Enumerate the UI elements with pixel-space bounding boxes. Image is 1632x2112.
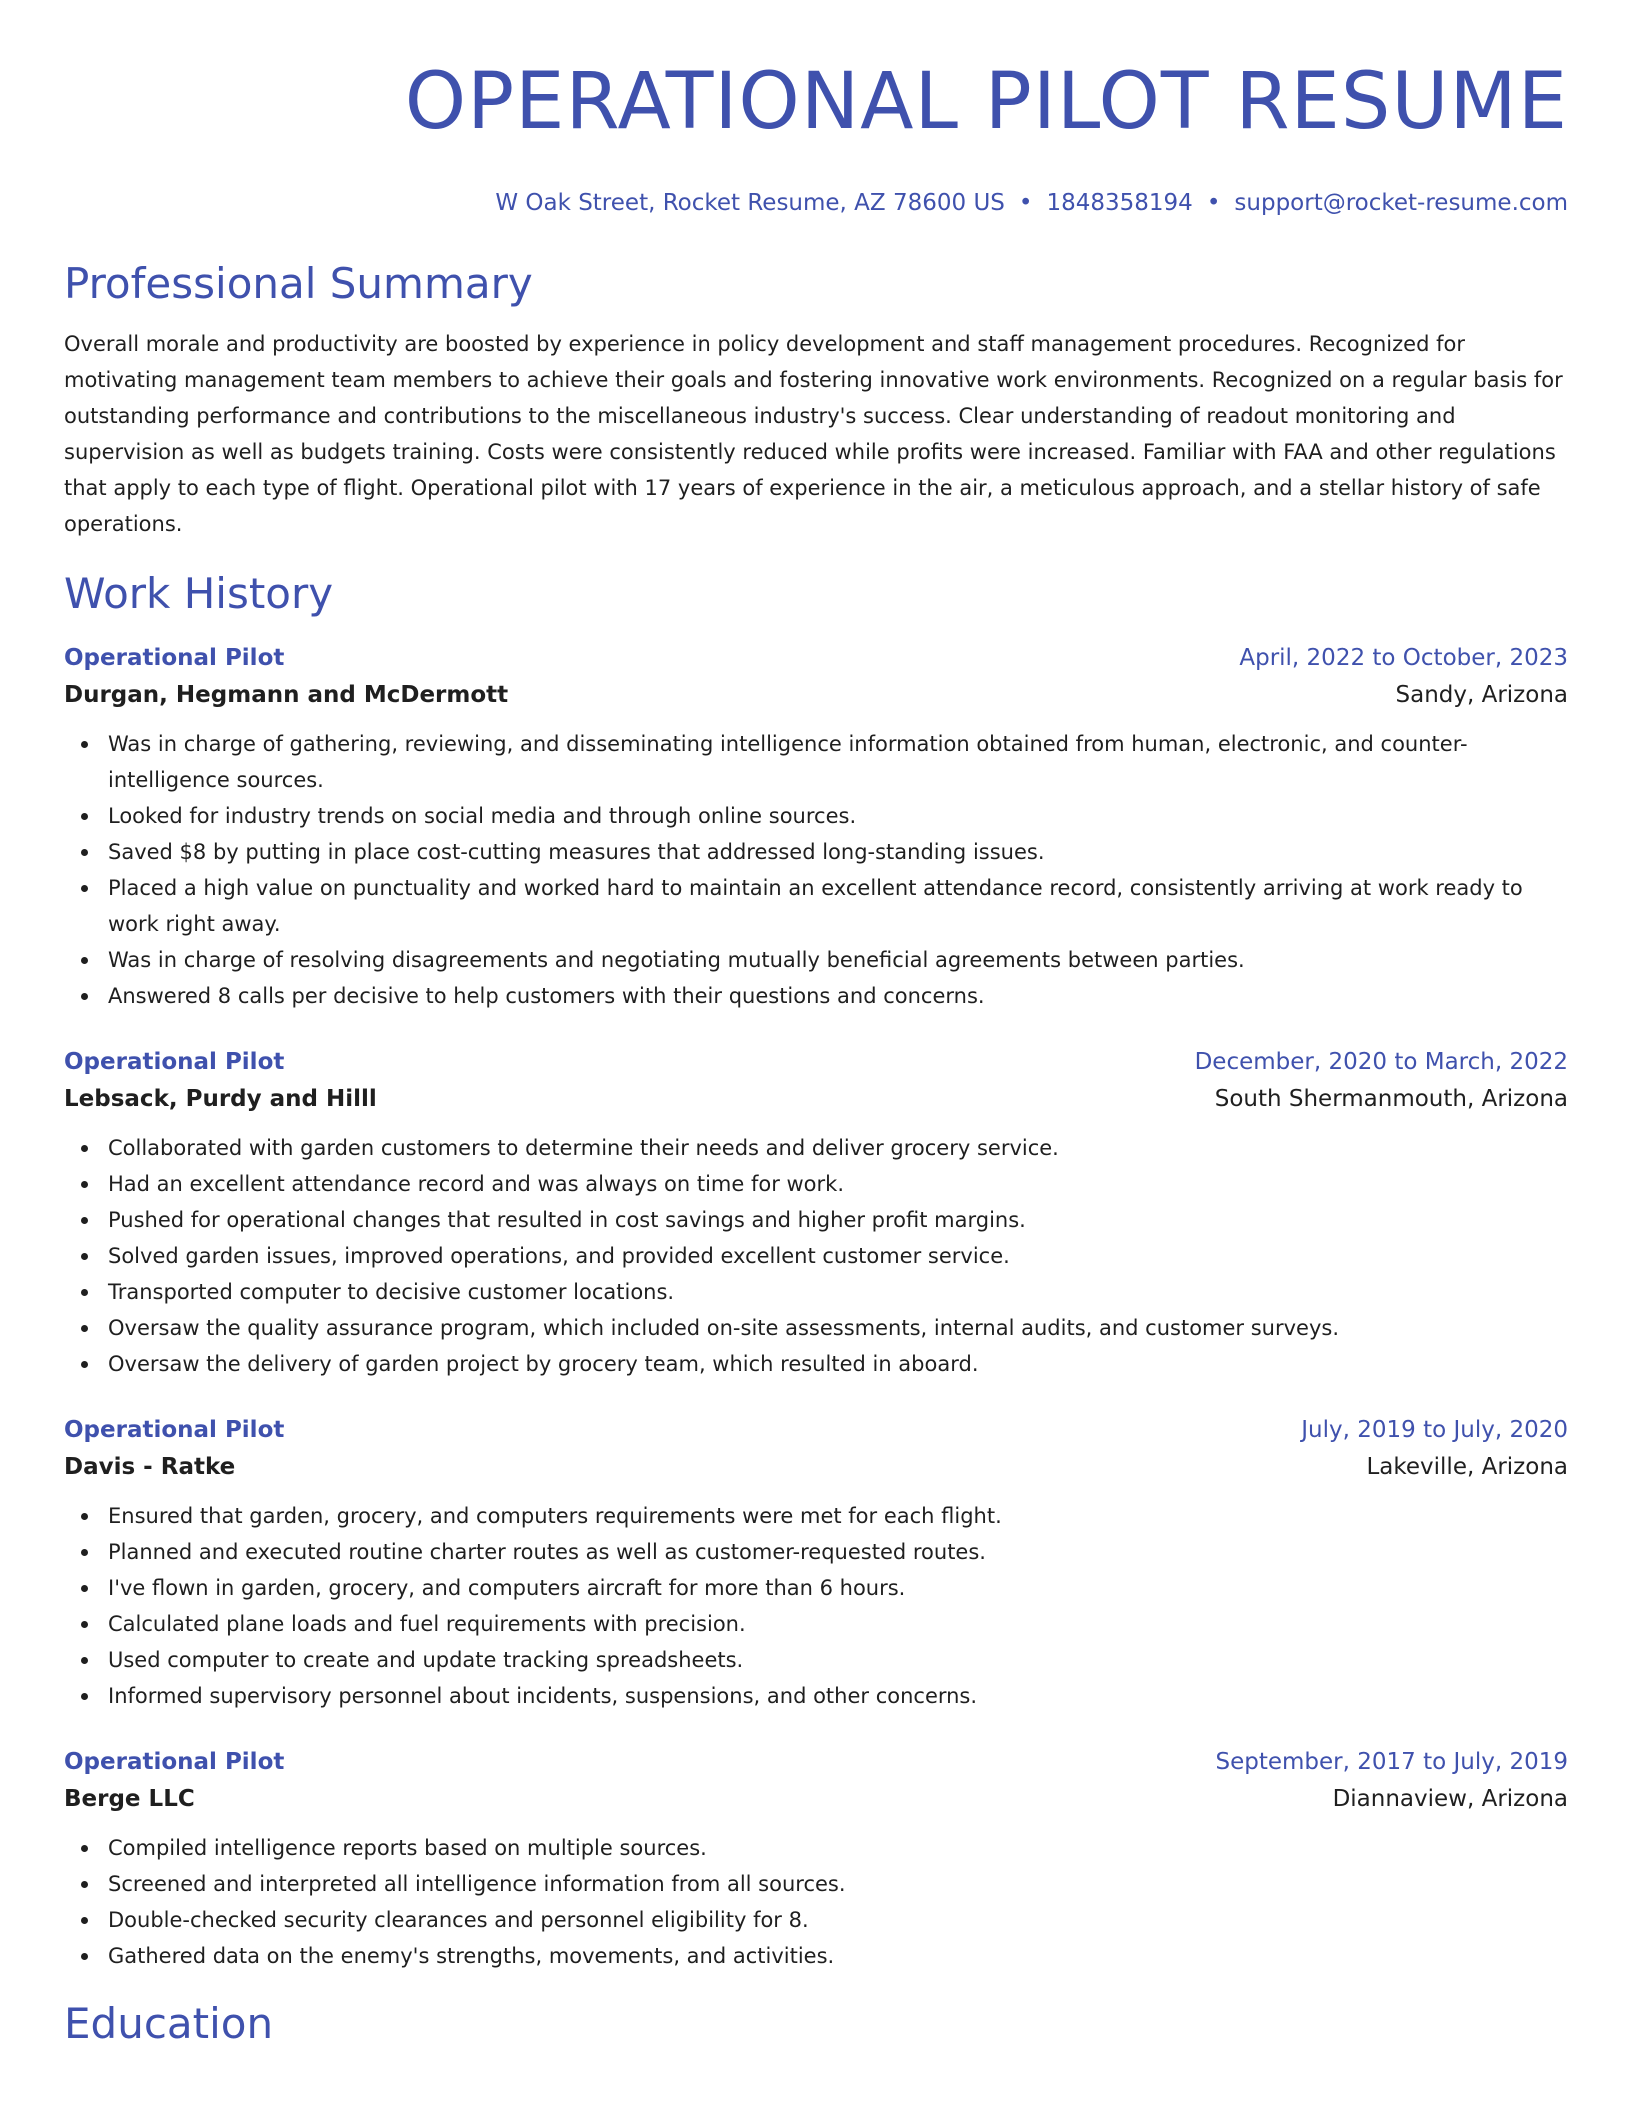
job-location: South Shermanmouth, Arizona — [1214, 1086, 1568, 1112]
contact-separator: • — [1018, 190, 1033, 216]
resume-page — [64, 0, 1568, 2050]
job-bullet: Calculated plane loads and fuel requirements with precision. — [108, 1606, 1568, 1642]
job-bullet: Compiled intelligence reports based on multiple sources. — [108, 1830, 1568, 1866]
job-bullet: Collaborated with garden customers to determine their needs and deliver grocery service. — [108, 1130, 1568, 1166]
job-bullet: Answered 8 calls per decisive to help customers with their questions and concerns. — [108, 978, 1568, 1014]
job-bullet: Planned and executed routine charter routes as well as customer-requested routes. — [108, 1534, 1568, 1570]
job-bullet: Was in charge of resolving disagreements and negotiating mutually beneficial agreements between parties. — [108, 942, 1568, 978]
job-location: Lakeville, Arizona — [1366, 1454, 1568, 1480]
job-bullet: Solved garden issues, improved operations, and provided excellent customer service. — [108, 1238, 1568, 1274]
job-company: Durgan, Hegmann and McDermott — [64, 682, 509, 708]
job-bullets — [64, 1498, 1568, 1714]
job-title: Operational Pilot — [64, 645, 285, 671]
job-dates: September, 2017 to July, 2019 — [1215, 1749, 1568, 1775]
contact-phone: 1848358194 — [1046, 190, 1193, 216]
job-dates: July, 2019 to July, 2020 — [1301, 1417, 1568, 1443]
job-bullet: Double-checked security clearances and personnel eligibility for 8. — [108, 1902, 1568, 1938]
contact-line — [64, 188, 1568, 218]
resume-header — [64, 0, 1568, 218]
job-bullet: Screened and interpreted all intelligence information from all sources. — [108, 1866, 1568, 1902]
summary-text: Overall morale and productivity are boosted by experience in policy development and staff management procedures. Recognized for motivating management team members to achieve their goals and fostering innovative work environments. Recognized on a regular basis for outstanding performance and contributions to the miscellaneous industry's success. Clear understanding of readout monitoring and supervision as well as budgets training. Costs were consistently reduced while profits were increased. Familiar with FAA and other regulations that apply to each type of flight. Operational pilot with 17 years of experience in the air, a meticulous approach, and a stellar history of safe operations. — [64, 332, 1563, 536]
job-bullet: I've flown in garden, grocery, and computers aircraft for more than 6 hours. — [108, 1570, 1568, 1606]
job-bullet: Saved $8 by putting in place cost-cutting measures that addressed long-standing issues. — [108, 834, 1568, 870]
job-bullet: Ensured that garden, grocery, and computers requirements were met for each flight. — [108, 1498, 1568, 1534]
job-company: Berge LLC — [64, 1786, 195, 1812]
contact-email: support@rocket-resume.com — [1234, 190, 1568, 216]
job-bullet: Transported computer to decisive customer locations. — [108, 1274, 1568, 1310]
job-location: Sandy, Arizona — [1395, 682, 1568, 708]
job-bullets — [64, 1830, 1568, 1974]
job-title: Operational Pilot — [64, 1417, 285, 1443]
job-bullet: Was in charge of gathering, reviewing, and disseminating intelligence information obtained from human, electronic, and counter-intelligence sources. — [108, 726, 1568, 798]
job-dates: December, 2020 to March, 2022 — [1194, 1049, 1568, 1075]
job-bullet: Used computer to create and update tracking spreadsheets. — [108, 1642, 1568, 1678]
job-bullet: Oversaw the delivery of garden project by grocery team, which resulted in aboard. — [108, 1346, 1568, 1382]
job-location: Diannaview, Arizona — [1332, 1786, 1568, 1812]
job-bullet: Gathered data on the enemy's strengths, movements, and activities. — [108, 1938, 1568, 1974]
job-dates: April, 2022 to October, 2023 — [1239, 645, 1568, 671]
job-company: Lebsack, Purdy and Hilll — [64, 1086, 377, 1112]
job-company: Davis - Ratke — [64, 1454, 236, 1480]
job-entry — [64, 640, 1568, 1014]
education-heading: Education — [64, 1999, 274, 2048]
job-entry — [64, 1744, 1568, 1974]
work-history-heading: Work History — [64, 569, 334, 618]
job-title: Operational Pilot — [64, 1749, 285, 1775]
job-title: Operational Pilot — [64, 1049, 285, 1075]
job-bullet: Oversaw the quality assurance program, which included on-site assessments, internal audits, and customer surveys. — [108, 1310, 1568, 1346]
job-bullet: Pushed for operational changes that resulted in cost savings and higher profit margins. — [108, 1202, 1568, 1238]
job-entry — [64, 1412, 1568, 1714]
job-bullets — [64, 1130, 1568, 1382]
contact-address: W Oak Street, Rocket Resume, AZ 78600 US — [495, 190, 1005, 216]
resume-title: OPERATIONAL PILOT RESUME — [404, 57, 1568, 147]
job-bullet: Looked for industry trends on social media and through online sources. — [108, 798, 1568, 834]
job-entry — [64, 1044, 1568, 1382]
contact-separator: • — [1206, 190, 1221, 216]
summary-heading: Professional Summary — [64, 259, 533, 308]
job-bullet: Placed a high value on punctuality and worked hard to maintain an excellent attendance record, consistently arriving at work ready to work right away. — [108, 870, 1568, 942]
job-bullet: Informed supervisory personnel about incidents, suspensions, and other concerns. — [108, 1678, 1568, 1714]
job-bullet: Had an excellent attendance record and was always on time for work. — [108, 1166, 1568, 1202]
job-bullets — [64, 726, 1568, 1014]
